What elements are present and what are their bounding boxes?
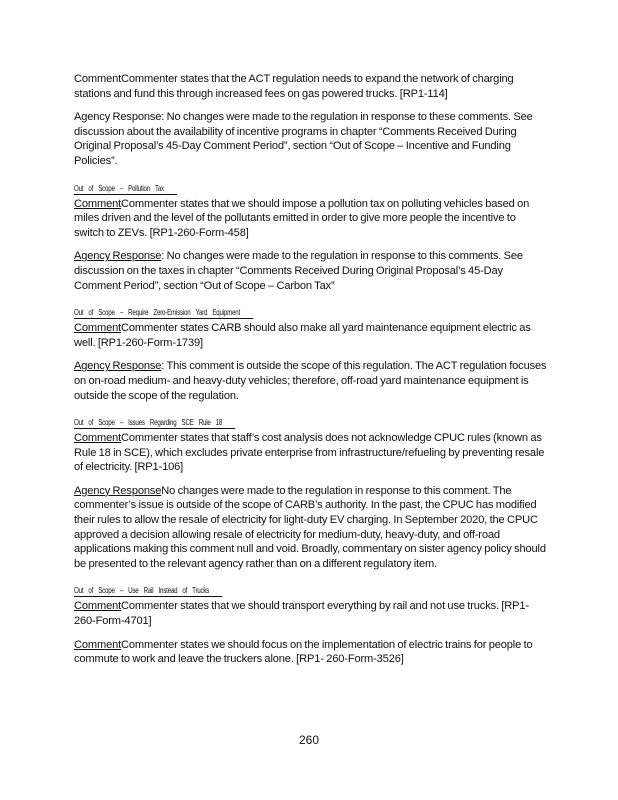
section-heading-pollution-tax: Out of Scope – Pollution Tax (74, 183, 177, 195)
response-label: Agency Response (74, 484, 162, 497)
comment-paragraph: CommentCommenter states that staff’s cost analysis does not acknowledge CPUC rules (known as Rule 18 in SCE), which excludes private enterprise from infrastructure/refueling by preventing resale of electricity. [RP1-106] (74, 432, 545, 474)
comment-paragraph: CommentCommenter states that we should transport everything by rail and not use trucks. [RP1-260-Form-4701] (74, 600, 529, 628)
section-heading-sce-rule-18: Out of Scope – Issues Regarding SCE Rule 18 (74, 417, 235, 429)
agency-response-paragraph: Agency Response: No changes were made to the regulation in response to this comments. See discussion on the taxes in chapter “Comments Received During Original Proposal’s 45-Day Comment Period”, section “Out of Scope – Carbon Tax” (74, 250, 523, 292)
agency-response-paragraph: Agency Response: No changes were made to the regulation in response to these comments. See discussion about the availability of incentive programs in chapter “Comments Received During Original Proposal’s 45-Day Comment Period”, section “Out of Scope – Incentive and Funding Policies”. (74, 111, 533, 167)
comment-label: Comment (74, 322, 122, 335)
comment-paragraph: CommentCommenter states that the ACT regulation needs to expand the network of charging stations and fund this through increased fees on gas powered trucks. [RP1-114] (74, 73, 514, 100)
page-number: 260 (298, 733, 320, 747)
section-heading-use-rail: Out of Scope – Use Rail Instead of Trucks (74, 585, 222, 597)
document-body (74, 72, 548, 676)
comment-label: Comment (74, 600, 122, 613)
response-label: Agency Response: (74, 111, 165, 124)
response-label: Agency Response (74, 250, 162, 263)
response-label: Agency Response (74, 360, 162, 373)
comment-label: Comment (74, 432, 122, 445)
comment-label: Comment (74, 73, 122, 85)
comment-paragraph: CommentCommenter states CARB should also make all yard maintenance equipment electric as well. [RP1-260-Form-1739] (74, 322, 531, 349)
comment-label: Comment (74, 638, 122, 651)
comment-paragraph: CommentCommenter states we should focus on the implementation of electric trains for people to commute to work and leave the truckers alone. [RP1- 260-Form-3526] (74, 638, 533, 666)
agency-response-paragraph: Agency ResponseNo changes were made to the regulation in response to this comment. The commenter’s issue is outside of the scope of CARB’s authority. In the past, the CPUC has modified their rules to allow the resale of electricity for light-duty EV charging. In September 2020, the CPUC approved a decision allowing resale of electricity for medium-duty, heavy-duty, and off-road applications making this comment null and void. Broadly, commentary on sister agency policy should be presented to the relevant agency rather than on a different regulatory item. (74, 484, 546, 570)
agency-response-paragraph: Agency Response: This comment is outside the scope of this regulation. The ACT regulation focuses on on-road medium- and heavy-duty vehicles; therefore, off-road yard maintenance equipment is outside the scope of the regulation. (74, 360, 547, 402)
comment-label: Comment (74, 197, 122, 210)
section-heading-yard-equipment: Out of Scope – Require Zero-Emission Yard Equipment (74, 307, 253, 319)
comment-paragraph: CommentCommenter states that we should impose a pollution tax on polluting vehicles based on miles driven and the level of the pollutants emitted in order to give more people the incentive to switch to ZEVs. [RP1-260-Form-458] (74, 197, 530, 239)
